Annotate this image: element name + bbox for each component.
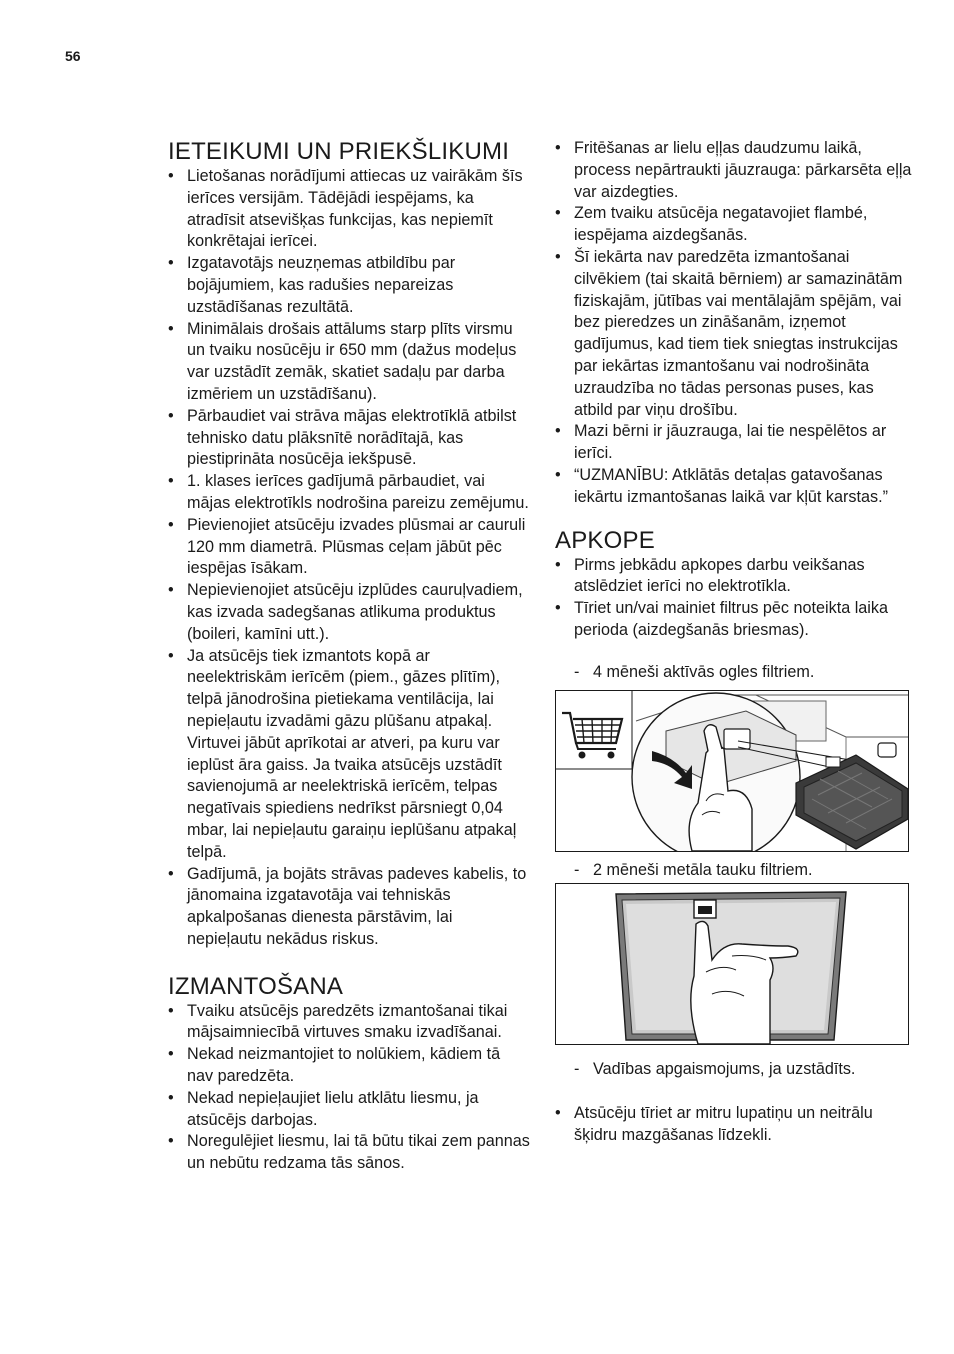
list-item: • Nepievienojiet atsūcēju izplūdes cauruļvadiem, kas izvada sadegšanas atlikuma produktus (boileri, kamīni utt.).	[168, 580, 530, 645]
cleaning-list	[555, 1103, 915, 1147]
list-item: • “UZMANĪBU: Atklātās detaļas gatavošanas iekārtu izmantošanas laikā var kļūt karstas.”	[555, 465, 915, 509]
usage-list	[168, 1001, 530, 1175]
list-item: • Šī iekārta nav paredzēta izmantošanai cilvēkiem (tai skaitā bērniem) ar samazinātām fiziskajām, jūtības vai mentālajām spējām, vai bez pieredzes un zināšanām, izņemot gadījumus, kad tiem tiek sniegtas instrukcijas par iekārtas izmantošanu vai nodrošināta uzraudzība no tādas personas puses, kas atbild par viņu drošību.	[555, 247, 915, 421]
usage-continued-list	[555, 138, 915, 509]
list-item: • Nekad nepieļaujiet lielu atklātu liesmu, ja atsūcējs darbojas.	[168, 1088, 530, 1132]
dash-item-text: Vadības apgaismojums, ja uzstādīts.	[593, 1060, 856, 1079]
section-title-tips: IETEIKUMI UN PRIEKŠLIKUMI	[168, 138, 510, 165]
right-column	[555, 138, 915, 1147]
dash-mark: -	[574, 860, 580, 879]
dash-mark: -	[574, 662, 580, 681]
list-item: • Tīriet un/vai mainiet filtrus pēc noteikta laika perioda (aizdegšanās briesmas).	[555, 598, 915, 642]
tips-list	[168, 166, 530, 951]
list-item: • Nekad neizmantojiet to nolūkiem, kādiem tā nav paredzēta.	[168, 1044, 530, 1088]
list-item: • Gadījumā, ja bojāts strāvas padeves kabelis, to jānomaina izgatavotāja vai tehniskās apkalpošanas dienesta pārstāvim, lai nepieļautu nekādus riskus.	[168, 864, 530, 951]
carbon-filter-icon	[796, 743, 908, 849]
list-item: • Mazi bērni ir jāuzrauga, lai tie nespēlētos ar ierīci.	[555, 421, 915, 465]
list-item: • Lietošanas norādījumi attiecas uz vairākām šīs ierīces versijām. Tādējādi iespējams, ka atradīsit atsevišķas funkcijas, kas nepiemīt konkrētajai ierīcei.	[168, 166, 530, 253]
list-item: • Izgatavotājs neuzņemas atbildību par bojājumiem, kas radušies nepareizas uzstādīšanas rezultātā.	[168, 253, 530, 318]
list-item: • Pievienojiet atsūcēju izvades plūsmai ar cauruli 120 mm diametrā. Plūsmas ceļam jābūt pēc iespējas īsākam.	[168, 515, 530, 580]
grease-filter-figure	[555, 883, 909, 1045]
carbon-filter-illustration	[556, 691, 908, 851]
grease-filter-illustration	[556, 884, 908, 1044]
list-item: • Pirms jebkādu apkopes darbu veikšanas atslēdziet ierīci no elektrotīkla.	[555, 555, 915, 599]
list-item: • Atsūcēju tīriet ar mitru lupatiņu un neitrālu šķidru mazgāšanas līdzekli.	[555, 1103, 915, 1147]
carbon-filter-figure	[555, 690, 909, 852]
list-item: • Tvaiku atsūcējs paredzēts izmantošanai tikai mājsaimniecībā virtuves smaku izvadīšanai.	[168, 1001, 530, 1045]
maintenance-list	[555, 555, 915, 642]
list-item: • 1. klases ierīces gadījumā pārbaudiet, vai mājas elektrotīkls nodrošina pareizu zemējumu.	[168, 471, 530, 515]
dash-item-text: 2 mēneši metāla tauku filtriem.	[593, 860, 813, 879]
list-item: • Fritēšanas ar lielu eļļas daudzumu laikā, process nepārtraukti jāuzrauga: pārkarsēta eļļa var aizdegties.	[555, 138, 915, 203]
dash-item-text: 4 mēneši aktīvās ogles filtriem.	[593, 662, 815, 681]
dash-item-light	[555, 1059, 915, 1081]
dash-mark: -	[574, 1060, 580, 1079]
dash-item-carbon	[555, 662, 915, 684]
left-column	[168, 138, 530, 1175]
list-item: • Noregulējiet liesmu, lai tā būtu tikai zem pannas un nebūtu redzama tās sānos.	[168, 1131, 530, 1175]
dash-item-grease	[555, 860, 915, 882]
shopping-cart-icon	[556, 691, 632, 769]
list-item: • Ja atsūcējs tiek izmantots kopā ar neelektriskām ierīcēm (piem., gāzes plītīm), telpā jānodrošina pietiekama ventilācija, lai nepieļautu izvadāmi gāzu plūšanu atpakaļ. Virtuvei jābūt aprīkotai ar atveri, pa kuru var ieplūst āra gaiss. Ja tvaika atsūcējs uzstādīt savienojumā ar neelektriskā ierīcēm, telpas negatīvais spiediens nedrīkst pārsniegt 0,04 mbar, lai nepieļautu garaiņu ieplūšanu atpakaļ telpā.	[168, 646, 530, 864]
list-item: • Pārbaudiet vai strāva mājas elektrotīklā atbilst tehnisko datu plāksnītē norādītajā, kas piestiprināta nosūcēja iekšpusē.	[168, 406, 530, 471]
section-title-maintenance: APKOPE	[555, 526, 655, 554]
list-item: • Zem tvaiku atsūcēja negatavojiet flambé, iespējama aizdegšanās.	[555, 203, 915, 247]
page-number: 56	[65, 48, 81, 64]
section-title-usage: IZMANTOŠANA	[168, 972, 344, 1000]
list-item: • Minimālais drošais attālums starp plīts virsmu un tvaiku nosūcēju ir 650 mm (dažus modeļus var uzstādīt zemāk, skatiet sadaļu par darba izmēriem un uzstādīšanu).	[168, 319, 530, 406]
